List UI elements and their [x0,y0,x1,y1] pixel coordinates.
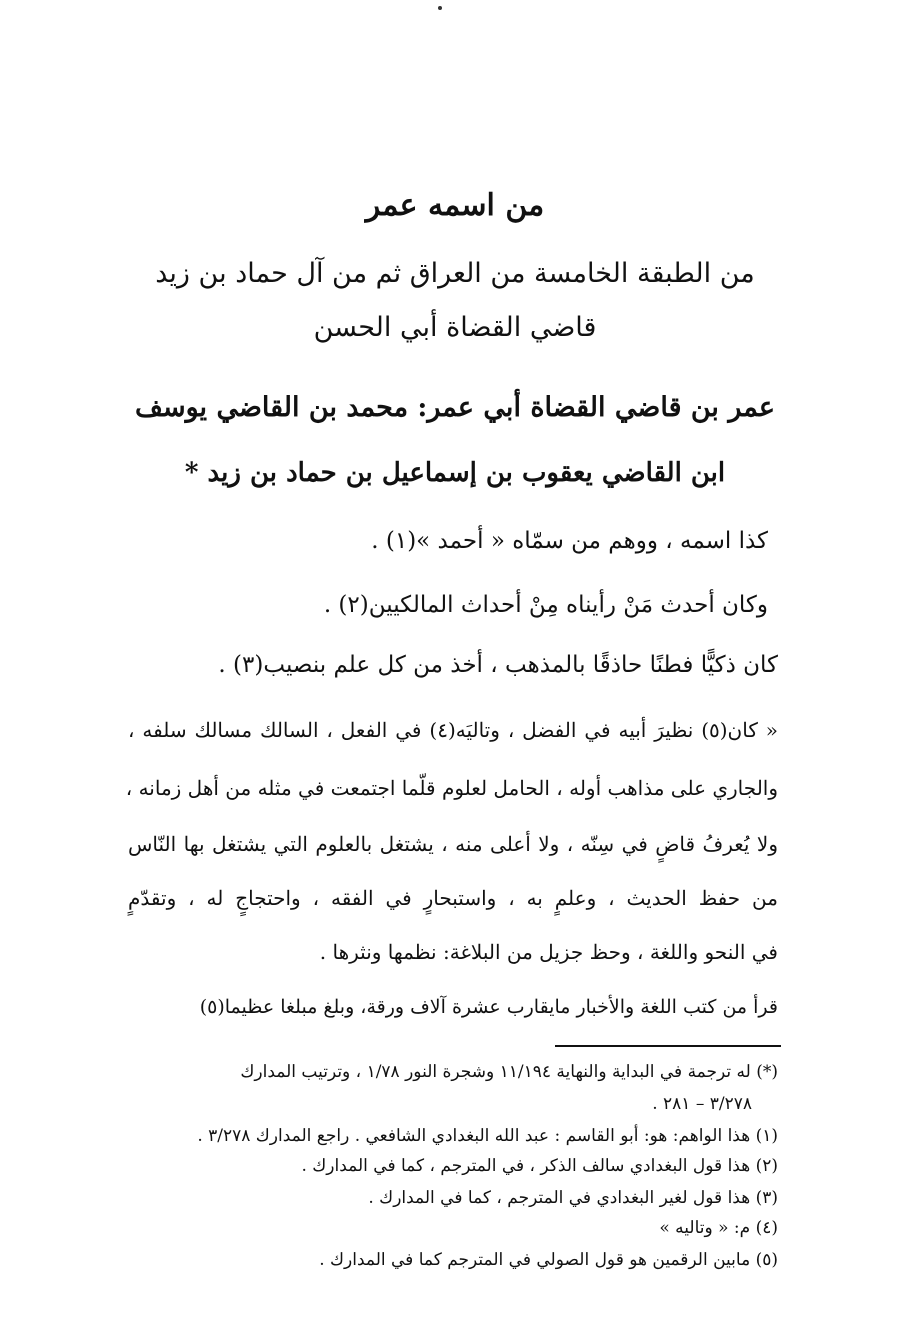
footnote-3: (٣) هذا قول لغير البغدادي في المترجم ، كما في المدارك . [368,1188,778,1208]
body-line-8: في النحو واللغة ، وحظ جزيل من البلاغة: نظمها ونثرها . [319,940,778,964]
subtitle-line-1: من الطبقة الخامسة من العراق ثم من آل حماد بن زيد [155,258,755,289]
page-speck [438,6,442,10]
body-line-5: والجاري على مذاهب أوله ، الحامل لعلوم قلّما اجتمعت في مثله من أهل زمانه ، [125,776,778,800]
body-line-2: وكان أحدث مَنْ رأيناه مِنْ أحداث المالكيين(٢) . [323,592,768,618]
footnote-4: (٤) م: « وتاليه » [659,1218,778,1238]
body-line-7: من حفظ الحديث ، وعلمٍ به ، واستبحارٍ في الفقه ، واحتجاجٍ له ، وتقدّمٍ [128,886,778,910]
body-line-3: كان ذكيًّا فطنًا حاذقًا بالمذهب ، أخذ من كل علم بنصيب(٣) . [218,652,778,678]
section-title: من اسمه عمر [365,188,545,223]
subtitle-line-2: قاضي القضاة أبي الحسن [313,312,597,343]
footnote-star-line-1: (*) له ترجمة في البداية والنهاية ١١/١٩٤ وشجرة النور ١/٧٨ ، وترتيب المدارك [240,1062,778,1082]
footnote-divider [555,1045,781,1047]
footnote-5: (٥) مابين الرقمين هو قول الصولي في المترجم كما في المدارك . [319,1250,778,1270]
footnote-2: (٢) هذا قول البغدادي سالف الذكر ، في المترجم ، كما في المدارك . [301,1156,778,1176]
entry-name-line-1: عمر بن قاضي القضاة أبي عمر: محمد بن القاضي يوسف [135,392,775,423]
body-line-6: ولا يُعرفُ قاضٍ في سِنّه ، ولا أعلى منه ، يشتغل بالعلوم التي يشتغل بها النّاس [128,832,778,856]
body-line-1: كذا اسمه ، ووهم من سمّاه « أحمد »(١) . [371,528,768,554]
entry-name-line-2: ابن القاضي يعقوب بن إسماعيل بن حماد بن زيد * [184,458,726,488]
body-line-4: « كان(٥) نظيرَ أبيه في الفضل ، وتاليَه(٤) في الفعل ، السالك مسالك سلفه ، [128,718,778,742]
body-line-9: قرأ من كتب اللغة والأخبار مايقارب عشرة آلاف ورقة، وبلغ مبلغا عظيما(٥) [199,996,778,1018]
footnote-1: (١) هذا الواهم: هو: أبو القاسم : عبد الله البغدادي الشافعي . راجع المدارك ٣/٢٧٨ . [197,1126,778,1146]
footnote-star-line-2: ٣/٢٧٨ – ٢٨١ . [652,1094,752,1114]
